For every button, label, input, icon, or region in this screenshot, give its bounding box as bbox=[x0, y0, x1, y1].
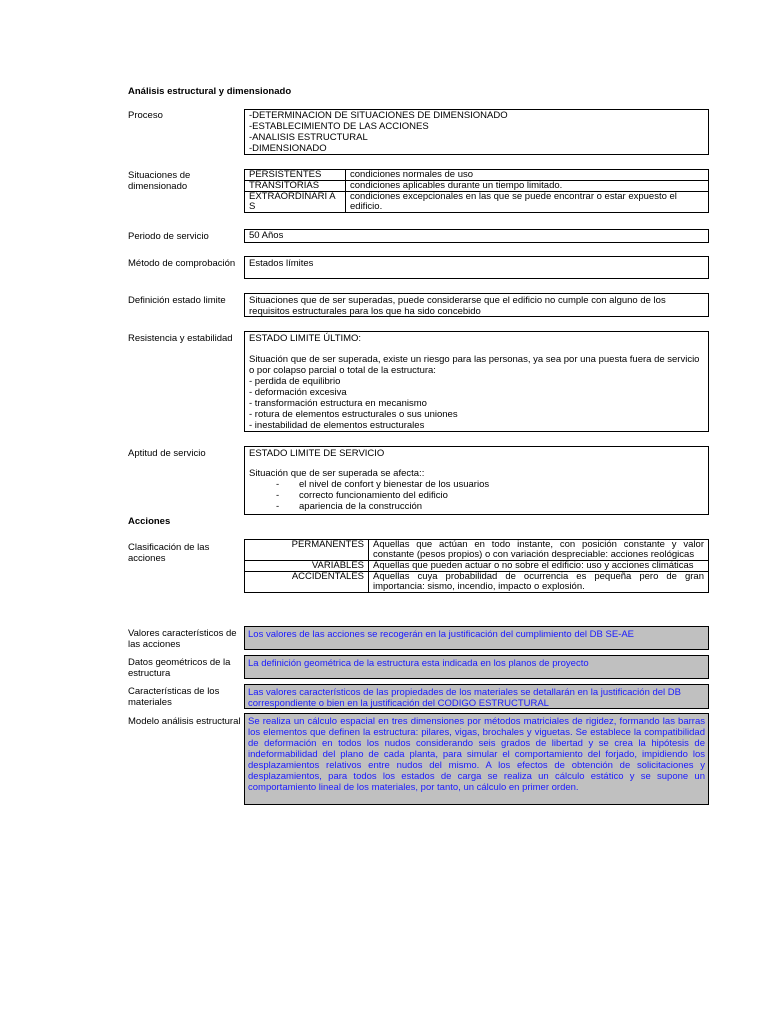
valores-label: Valores característicos de las acciones bbox=[128, 628, 237, 650]
proceso-line: -DIMENSIONADO bbox=[249, 143, 327, 154]
list-item: - transformación estructura en mecanismo bbox=[249, 398, 427, 409]
aptitud-label: Aptitud de servicio bbox=[128, 448, 206, 459]
aptitud-title: ESTADO LIMITE DE SERVICIO bbox=[249, 448, 385, 459]
accion-type: VARIABLES bbox=[245, 561, 369, 572]
list-item: - perdida de equilibrio bbox=[249, 376, 341, 387]
list-item: - inestabilidad de elementos estructurales bbox=[249, 420, 425, 431]
list-item: - apariencia de la construcción bbox=[249, 501, 704, 512]
datos-value: La definición geométrica de la estructura esta indicada en los planos de proyecto bbox=[244, 655, 709, 679]
table-row bbox=[245, 181, 709, 192]
proceso-label: Proceso bbox=[128, 110, 163, 121]
valores-value: Los valores de las acciones se recogerán en la justificación del cumplimiento del DB SE-AE bbox=[244, 626, 709, 650]
resistencia-box bbox=[244, 331, 709, 432]
resistencia-label: Resistencia y estabilidad bbox=[128, 333, 233, 344]
definicion-label: Definición estado limite bbox=[128, 295, 226, 306]
metodo-label: Método de comprobación bbox=[128, 258, 236, 269]
caracteristicas-label: Características de los materiales bbox=[128, 686, 220, 708]
list-item: - deformación excesiva bbox=[249, 387, 347, 398]
proceso-line: -ANALISIS ESTRUCTURAL bbox=[249, 132, 368, 143]
clasificacion-label: Clasificación de las acciones bbox=[128, 542, 210, 564]
proceso-line: -ESTABLECIMIENTO DE LAS ACCIONES bbox=[249, 121, 429, 132]
modelo-value: Se realiza un cálculo espacial en tres dimensiones por métodos matriciales de rigidez, formando las barras los elementos que definen la estructura: pilares, vigas, brochales y viguetas. Se establece la compatibilidad de deformación en todos los nudos considerando seis grados de libertad y se crea la hipótesis de indeformabilidad del plano de cada planta, para simular el comportamiento del forjado, impidiendo los desplazamientos relativos entre nudos del mismo. A los efectos de obtención de solicitaciones y desplazamientos, para todos los estados de carga se realiza un cálculo estático y se supone un comportamiento lineal de los materiales, por tanto, un cálculo en primer orden. bbox=[244, 713, 709, 805]
situacion-desc: condiciones normales de uso bbox=[346, 170, 709, 181]
modelo-label: Modelo análisis estructural bbox=[128, 716, 241, 727]
table-row bbox=[245, 192, 709, 213]
accion-desc: Aquellas cuya probabilidad de ocurrencia es pequeña pero de gran importancia: sismo, incendio, impacto o explosión. bbox=[369, 572, 709, 593]
list-item: - el nivel de confort y bienestar de los usuarios bbox=[249, 479, 704, 490]
periodo-value: 50 Años bbox=[244, 229, 709, 243]
page-title: Análisis estructural y dimensionado bbox=[128, 86, 292, 97]
datos-label: Datos geométricos de la estructura bbox=[128, 657, 231, 679]
situaciones-table bbox=[244, 169, 709, 213]
table-row bbox=[245, 561, 709, 572]
metodo-value: Estados límites bbox=[244, 256, 709, 279]
proceso-box bbox=[244, 109, 709, 155]
accion-desc: Aquellas que actúan en todo instante, con posición constante y valor constante (pesos propios) o con variación despreciable: acciones reológicas bbox=[369, 540, 709, 561]
list-item: - correcto funcionamiento del edificio bbox=[249, 490, 704, 501]
aptitud-box bbox=[244, 446, 709, 515]
accion-type: PERMANENTES bbox=[245, 540, 369, 561]
accion-type: ACCIDENTALES bbox=[245, 572, 369, 593]
resistencia-intro: Situación que de ser superada, existe un riesgo para las personas, ya sea por una puesta fuera de servicio o por colapso parcial o total de la estructura: bbox=[249, 354, 700, 376]
acciones-heading: Acciones bbox=[128, 516, 171, 527]
accion-desc: Aquellas que pueden actuar o no sobre el edificio: uso y acciones climáticas bbox=[369, 561, 709, 572]
periodo-label: Periodo de servicio bbox=[128, 231, 209, 242]
situacion-type: TRANSITORIAS bbox=[245, 181, 346, 192]
list-item: - rotura de elementos estructurales o sus uniones bbox=[249, 409, 458, 420]
aptitud-intro: Situación que de ser superada se afecta:: bbox=[249, 468, 425, 479]
table-row bbox=[245, 170, 709, 181]
resistencia-title: ESTADO LIMITE ÚLTIMO: bbox=[249, 333, 362, 344]
caracteristicas-value: Las valores característicos de las propiedades de los materiales se detallarán en la justificación del DB correspondiente o bien en la justificación del CODIGO ESTRUCTURAL bbox=[244, 684, 709, 709]
situacion-desc: condiciones excepcionales en las que se puede encontrar o estar expuesto el edificio. bbox=[346, 192, 709, 213]
acciones-table bbox=[244, 539, 709, 593]
situacion-type: EXTRAORDINARI AS bbox=[245, 192, 346, 213]
definicion-value: Situaciones que de ser superadas, puede considerarse que el edificio no cumple con alguno de los requisitos estructurales para los que ha sido concebido bbox=[244, 293, 709, 317]
proceso-line: -DETERMINACION DE SITUACIONES DE DIMENSIONADO bbox=[249, 110, 508, 121]
table-row bbox=[245, 540, 709, 561]
situacion-type: PERSISTENTES bbox=[245, 170, 346, 181]
situacion-desc: condiciones aplicables durante un tiempo limitado. bbox=[346, 181, 709, 192]
aptitud-list bbox=[249, 479, 704, 512]
situaciones-label: Situaciones de dimensionado bbox=[128, 170, 191, 192]
table-row bbox=[245, 572, 709, 593]
